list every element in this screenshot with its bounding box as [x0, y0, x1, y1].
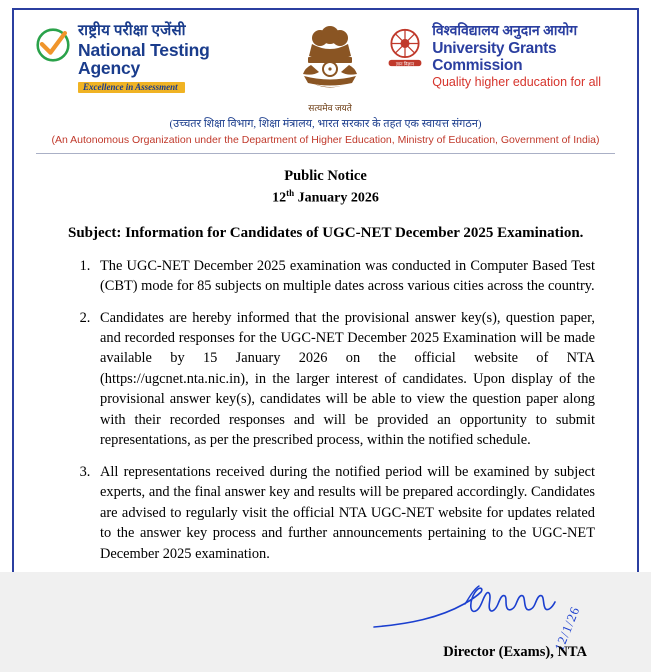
emblem-motto: सत्यमेव जयते — [308, 103, 352, 113]
notice-date-day: 12 — [272, 190, 287, 206]
ugc-english-name: University Grants Commission — [432, 40, 557, 75]
nta-check-logo-icon — [36, 28, 70, 62]
ministry-line-english: (An Autonomous Organization under the Department of Higher Education, Ministry of Education, Government of India) — [51, 134, 600, 146]
nta-hindi-name: राष्ट्रीय परीक्षा एजेंसी — [78, 23, 186, 39]
subject-line: Subject: Information for Candidates of UGC-NET December 2025 Examination. — [68, 224, 584, 241]
svg-text:ज्ञान विज्ञान: ज्ञान विज्ञान — [396, 61, 415, 67]
list-item: 1. The UGC-NET December 2025 examination was conducted in Computer Based Test (CBT) mode for 85 subjects on multiple dates across various cities across the country. — [94, 256, 595, 297]
page-title: Public Notice — [284, 168, 367, 184]
notice-points-list — [36, 256, 615, 564]
ugc-branding — [385, 24, 615, 90]
ugc-emblem-icon — [385, 26, 425, 70]
signature-area — [36, 582, 615, 672]
list-item: 2. Candidates are hereby informed that the provisional answer key(s), question paper, and recorded responses for the UGC-NET December 2025 Examination will be made available by 15 January 2026 on the official website of NTA (https://ugcnet.nta.nic.in), in the larger interest of candidates. Upon display of the provisional answer key(s), candidates will be able to view the question paper along with their recorded responses and will be provided an opportunity to submit representations, as per the prescribed process, within the notified schedule. — [94, 308, 595, 451]
ugc-text-block — [432, 24, 615, 90]
notice-date-ordinal: th — [286, 188, 295, 198]
nta-text-block — [78, 24, 275, 94]
header-divider — [36, 153, 615, 154]
handwritten-signature-icon — [369, 582, 569, 642]
signature-date: 12/1/26 — [551, 604, 583, 653]
nta-branding — [36, 24, 275, 94]
nta-english-name: National Testing Agency — [78, 39, 210, 79]
ugc-hindi-name: विश्वविद्यालय अनुदान आयोग — [432, 24, 578, 39]
signatory-designation: Director (Exams), NTA — [443, 644, 587, 660]
list-item: 3. All representations received during the notified period will be examined by subject experts, and the final answer key and results will be prepared accordingly. Candidates are advised to regularly visit the official NTA UGC-NET website for updates related to the answer key process and further announcements pertaining to the UGC-NET December 2025 examination. — [94, 462, 595, 564]
letterhead — [36, 18, 615, 114]
ugc-tagline: Quality higher education for all — [432, 75, 602, 90]
document-content — [14, 10, 637, 672]
india-state-emblem-icon — [294, 24, 366, 100]
nta-tagline: Excellence in Assessment — [78, 82, 185, 93]
notice-date-month-year: January 2026 — [294, 190, 379, 206]
ministry-line-hindi: (उच्चतर शिक्षा विभाग, शिक्षा मंत्रालय, भारत सरकार के तहत एक स्वायत्त संगठन) — [169, 118, 482, 130]
national-emblem-block — [275, 24, 385, 114]
notice-date — [36, 188, 615, 207]
